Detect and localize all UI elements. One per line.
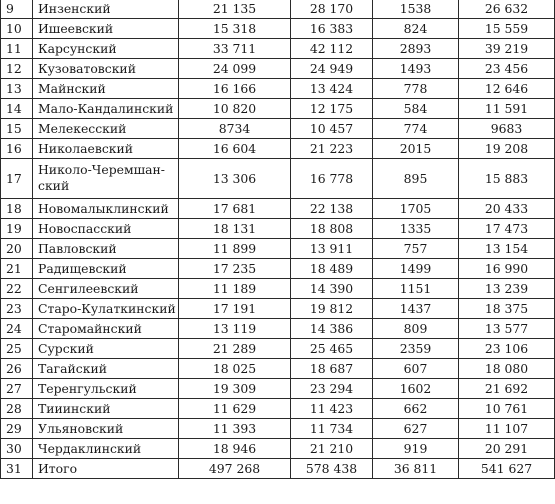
value-col-1: 11 899 <box>179 238 291 258</box>
district-name: Николаевский <box>33 138 179 158</box>
value-col-4: 15 559 <box>459 18 555 38</box>
district-name: Николо-Черемшан-ский <box>33 158 179 198</box>
value-col-3: 824 <box>373 18 459 38</box>
value-col-3: 36 811 <box>373 458 459 478</box>
table-row <box>1 118 555 138</box>
value-col-4: 21 692 <box>459 378 555 398</box>
value-col-3: 778 <box>373 78 459 98</box>
value-col-1: 16 604 <box>179 138 291 158</box>
value-col-2: 19 812 <box>291 298 373 318</box>
district-name: Старо-Кулаткинский <box>33 298 179 318</box>
value-col-3: 895 <box>373 158 459 198</box>
value-col-3: 2015 <box>373 138 459 158</box>
value-col-3: 1602 <box>373 378 459 398</box>
table-row <box>1 378 555 398</box>
value-col-4: 11 591 <box>459 98 555 118</box>
table-row <box>1 318 555 338</box>
table-row <box>1 198 555 218</box>
value-col-2: 14 390 <box>291 278 373 298</box>
table-row <box>1 258 555 278</box>
value-col-4: 39 219 <box>459 38 555 58</box>
row-number: 25 <box>1 338 33 358</box>
table-row <box>1 58 555 78</box>
table-row <box>1 358 555 378</box>
value-col-4: 15 883 <box>459 158 555 198</box>
value-col-3: 774 <box>373 118 459 138</box>
row-number: 16 <box>1 138 33 158</box>
value-col-2: 25 465 <box>291 338 373 358</box>
value-col-2: 10 457 <box>291 118 373 138</box>
district-name: Майнский <box>33 78 179 98</box>
value-col-3: 1151 <box>373 278 459 298</box>
value-col-1: 18 946 <box>179 438 291 458</box>
value-col-3: 1499 <box>373 258 459 278</box>
value-col-4: 20 433 <box>459 198 555 218</box>
value-col-1: 33 711 <box>179 38 291 58</box>
table-row <box>1 138 555 158</box>
table-body <box>1 0 555 478</box>
value-col-1: 11 189 <box>179 278 291 298</box>
district-name: Тагайский <box>33 358 179 378</box>
row-number: 21 <box>1 258 33 278</box>
value-col-1: 11 629 <box>179 398 291 418</box>
value-col-1: 24 099 <box>179 58 291 78</box>
value-col-1: 13 119 <box>179 318 291 338</box>
value-col-2: 11 423 <box>291 398 373 418</box>
value-col-4: 19 208 <box>459 138 555 158</box>
row-number: 30 <box>1 438 33 458</box>
value-col-3: 757 <box>373 238 459 258</box>
row-number: 18 <box>1 198 33 218</box>
value-col-1: 15 318 <box>179 18 291 38</box>
value-col-4: 20 291 <box>459 438 555 458</box>
table-row <box>1 418 555 438</box>
value-col-2: 13 911 <box>291 238 373 258</box>
district-name: Мало-Кандалинский <box>33 98 179 118</box>
row-number: 20 <box>1 238 33 258</box>
value-col-3: 1437 <box>373 298 459 318</box>
district-name: Павловский <box>33 238 179 258</box>
row-number: 29 <box>1 418 33 438</box>
table-row <box>1 158 555 198</box>
table-row <box>1 218 555 238</box>
value-col-4: 9683 <box>459 118 555 138</box>
value-col-1: 8734 <box>179 118 291 138</box>
value-col-4: 13 577 <box>459 318 555 338</box>
value-col-3: 662 <box>373 398 459 418</box>
table-row <box>1 38 555 58</box>
value-col-2: 21 223 <box>291 138 373 158</box>
value-col-1: 497 268 <box>179 458 291 478</box>
row-number: 14 <box>1 98 33 118</box>
row-number: 11 <box>1 38 33 58</box>
district-name: Новомалыклинский <box>33 198 179 218</box>
value-col-3: 584 <box>373 98 459 118</box>
district-name: Тииинский <box>33 398 179 418</box>
value-col-2: 16 778 <box>291 158 373 198</box>
value-col-1: 17 235 <box>179 258 291 278</box>
value-col-2: 578 438 <box>291 458 373 478</box>
row-number: 13 <box>1 78 33 98</box>
value-col-2: 28 170 <box>291 0 373 18</box>
value-col-2: 14 386 <box>291 318 373 338</box>
value-col-3: 1705 <box>373 198 459 218</box>
district-name: Инзенский <box>33 0 179 18</box>
value-col-1: 21 289 <box>179 338 291 358</box>
value-col-3: 2359 <box>373 338 459 358</box>
value-col-1: 21 135 <box>179 0 291 18</box>
value-col-1: 11 393 <box>179 418 291 438</box>
row-number: 17 <box>1 158 33 198</box>
value-col-3: 627 <box>373 418 459 438</box>
district-name: Старомайнский <box>33 318 179 338</box>
value-col-1: 17 681 <box>179 198 291 218</box>
value-col-4: 11 107 <box>459 418 555 438</box>
value-col-2: 24 949 <box>291 58 373 78</box>
value-col-4: 23 456 <box>459 58 555 78</box>
value-col-2: 22 138 <box>291 198 373 218</box>
row-number: 28 <box>1 398 33 418</box>
value-col-4: 12 646 <box>459 78 555 98</box>
value-col-1: 10 820 <box>179 98 291 118</box>
value-col-2: 21 210 <box>291 438 373 458</box>
row-number: 19 <box>1 218 33 238</box>
table-row <box>1 298 555 318</box>
row-number: 26 <box>1 358 33 378</box>
value-col-3: 607 <box>373 358 459 378</box>
district-name: Теренгульский <box>33 378 179 398</box>
value-col-4: 541 627 <box>459 458 555 478</box>
value-col-4: 17 473 <box>459 218 555 238</box>
value-col-2: 18 808 <box>291 218 373 238</box>
row-number: 10 <box>1 18 33 38</box>
value-col-1: 16 166 <box>179 78 291 98</box>
value-col-4: 16 990 <box>459 258 555 278</box>
value-col-4: 18 080 <box>459 358 555 378</box>
value-col-4: 23 106 <box>459 338 555 358</box>
value-col-3: 2893 <box>373 38 459 58</box>
table-row <box>1 238 555 258</box>
district-name: Чердаклинский <box>33 438 179 458</box>
value-col-2: 23 294 <box>291 378 373 398</box>
row-number: 23 <box>1 298 33 318</box>
value-col-1: 17 191 <box>179 298 291 318</box>
row-number: 15 <box>1 118 33 138</box>
value-col-2: 13 424 <box>291 78 373 98</box>
table-row <box>1 398 555 418</box>
value-col-3: 919 <box>373 438 459 458</box>
row-number: 24 <box>1 318 33 338</box>
row-number: 12 <box>1 58 33 78</box>
table-row <box>1 458 555 478</box>
row-number: 31 <box>1 458 33 478</box>
table-row <box>1 278 555 298</box>
value-col-2: 12 175 <box>291 98 373 118</box>
value-col-2: 18 687 <box>291 358 373 378</box>
value-col-1: 13 306 <box>179 158 291 198</box>
table-row <box>1 78 555 98</box>
district-name: Кузоватовский <box>33 58 179 78</box>
district-name: Сенгилеевский <box>33 278 179 298</box>
value-col-2: 11 734 <box>291 418 373 438</box>
value-col-1: 19 309 <box>179 378 291 398</box>
value-col-3: 809 <box>373 318 459 338</box>
value-col-1: 18 025 <box>179 358 291 378</box>
district-name: Сурский <box>33 338 179 358</box>
value-col-4: 26 632 <box>459 0 555 18</box>
value-col-4: 18 375 <box>459 298 555 318</box>
value-col-2: 42 112 <box>291 38 373 58</box>
district-name: Ишеевский <box>33 18 179 38</box>
table-row <box>1 338 555 358</box>
district-name: Ульяновский <box>33 418 179 438</box>
value-col-1: 18 131 <box>179 218 291 238</box>
row-number: 27 <box>1 378 33 398</box>
value-col-4: 13 154 <box>459 238 555 258</box>
value-col-3: 1493 <box>373 58 459 78</box>
table-row <box>1 18 555 38</box>
row-number: 22 <box>1 278 33 298</box>
value-col-2: 16 383 <box>291 18 373 38</box>
row-number: 9 <box>1 0 33 18</box>
district-name: Радищевский <box>33 258 179 278</box>
table-row <box>1 0 555 18</box>
district-name: Карсунский <box>33 38 179 58</box>
value-col-4: 10 761 <box>459 398 555 418</box>
value-col-2: 18 489 <box>291 258 373 278</box>
district-name: Новоспасский <box>33 218 179 238</box>
value-col-3: 1538 <box>373 0 459 18</box>
table-row <box>1 438 555 458</box>
district-name: Итого <box>33 458 179 478</box>
value-col-3: 1335 <box>373 218 459 238</box>
table-row <box>1 98 555 118</box>
value-col-4: 13 239 <box>459 278 555 298</box>
district-name: Мелекесский <box>33 118 179 138</box>
